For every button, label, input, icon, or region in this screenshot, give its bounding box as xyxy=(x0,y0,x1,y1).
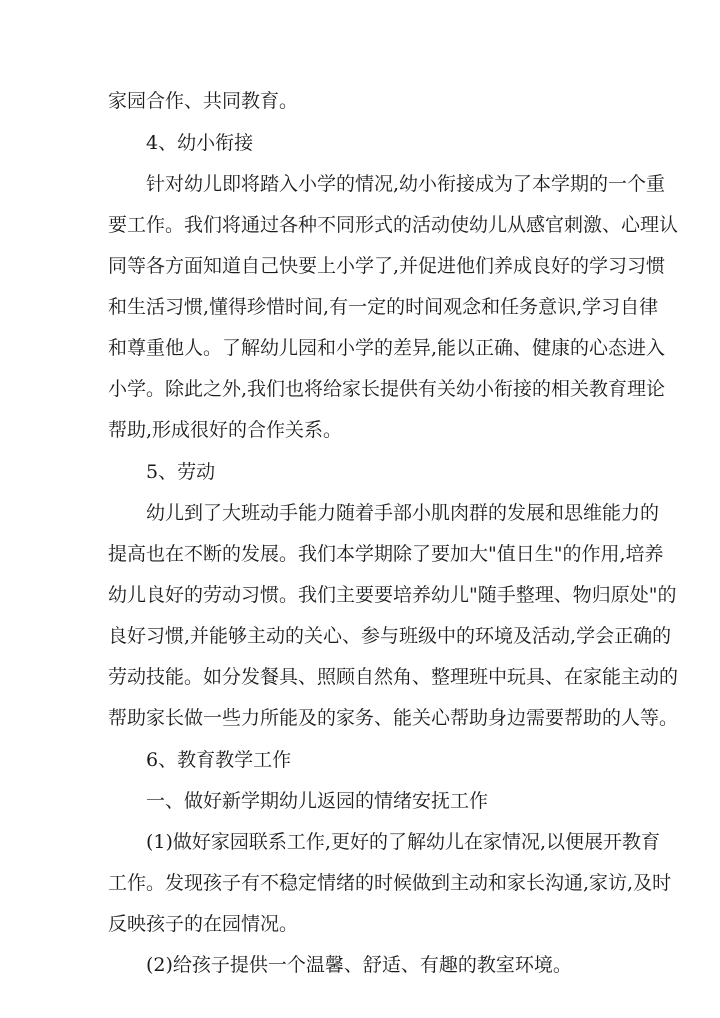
section-heading: 6、教育教学工作 xyxy=(146,749,292,771)
subsection-heading: 一、做好新学期幼儿返园的情绪安抚工作 xyxy=(146,790,489,812)
text-line: 幼儿良好的劳动习惯。我们主要要培养幼儿"随手整理、物归原处"的 xyxy=(108,584,677,606)
text-line: (1)做好家园联系工作,更好的了解幼儿在家情况,以便展开教育 xyxy=(146,831,660,853)
text-line: 劳动技能。如分发餐具、照顾自然角、整理班中玩具、在家能主动的 xyxy=(108,666,679,688)
text-line: 和生活习惯,懂得珍惜时间,有一定的时间观念和任务意识,学习自律 xyxy=(108,296,659,318)
text-line: 良好习惯,并能够主动的关心、参与班级中的环境及活动,学会正确的 xyxy=(108,625,672,647)
text-line: 工作。发现孩子有不稳定情绪的时候做到主动和家长沟通,家访,及时 xyxy=(108,872,672,894)
text-line: 幼儿到了大班动手能力随着手部小肌肉群的发展和思维能力的 xyxy=(146,502,660,524)
text-line: 小学。除此之外,我们也将给家长提供有关幼小衔接的相关教育理论 xyxy=(108,378,666,400)
section-heading: 5、劳动 xyxy=(146,461,216,483)
text-line: (2)给孩子提供一个温馨、舒适、有趣的教室环境。 xyxy=(146,954,572,976)
section-heading: 4、幼小衔接 xyxy=(146,132,254,154)
text-line: 同等各方面知道自己快要上小学了,并促进他们养成良好的学习习惯 xyxy=(108,255,666,277)
text-line: 提高也在不断的发展。我们本学期除了要加大"值日生"的作用,培养 xyxy=(108,543,664,565)
text-line: 针对幼儿即将踏入小学的情况,幼小衔接成为了本学期的一个重 xyxy=(146,173,666,195)
text-line: 家园合作、共同教育。 xyxy=(108,90,299,112)
text-line: 帮助家长做一些力所能及的家务、能关心帮助身边需要帮助的人等。 xyxy=(108,707,679,729)
text-line: 反映孩子的在园情况。 xyxy=(108,913,299,935)
text-line: 和尊重他人。了解幼儿园和小学的差异,能以正确、健康的心态进入 xyxy=(108,337,666,359)
text-line: 要工作。我们将通过各种不同形式的活动使幼儿从感官刺激、心理认 xyxy=(108,214,679,236)
text-line: 帮助,形成很好的合作关系。 xyxy=(108,419,343,441)
